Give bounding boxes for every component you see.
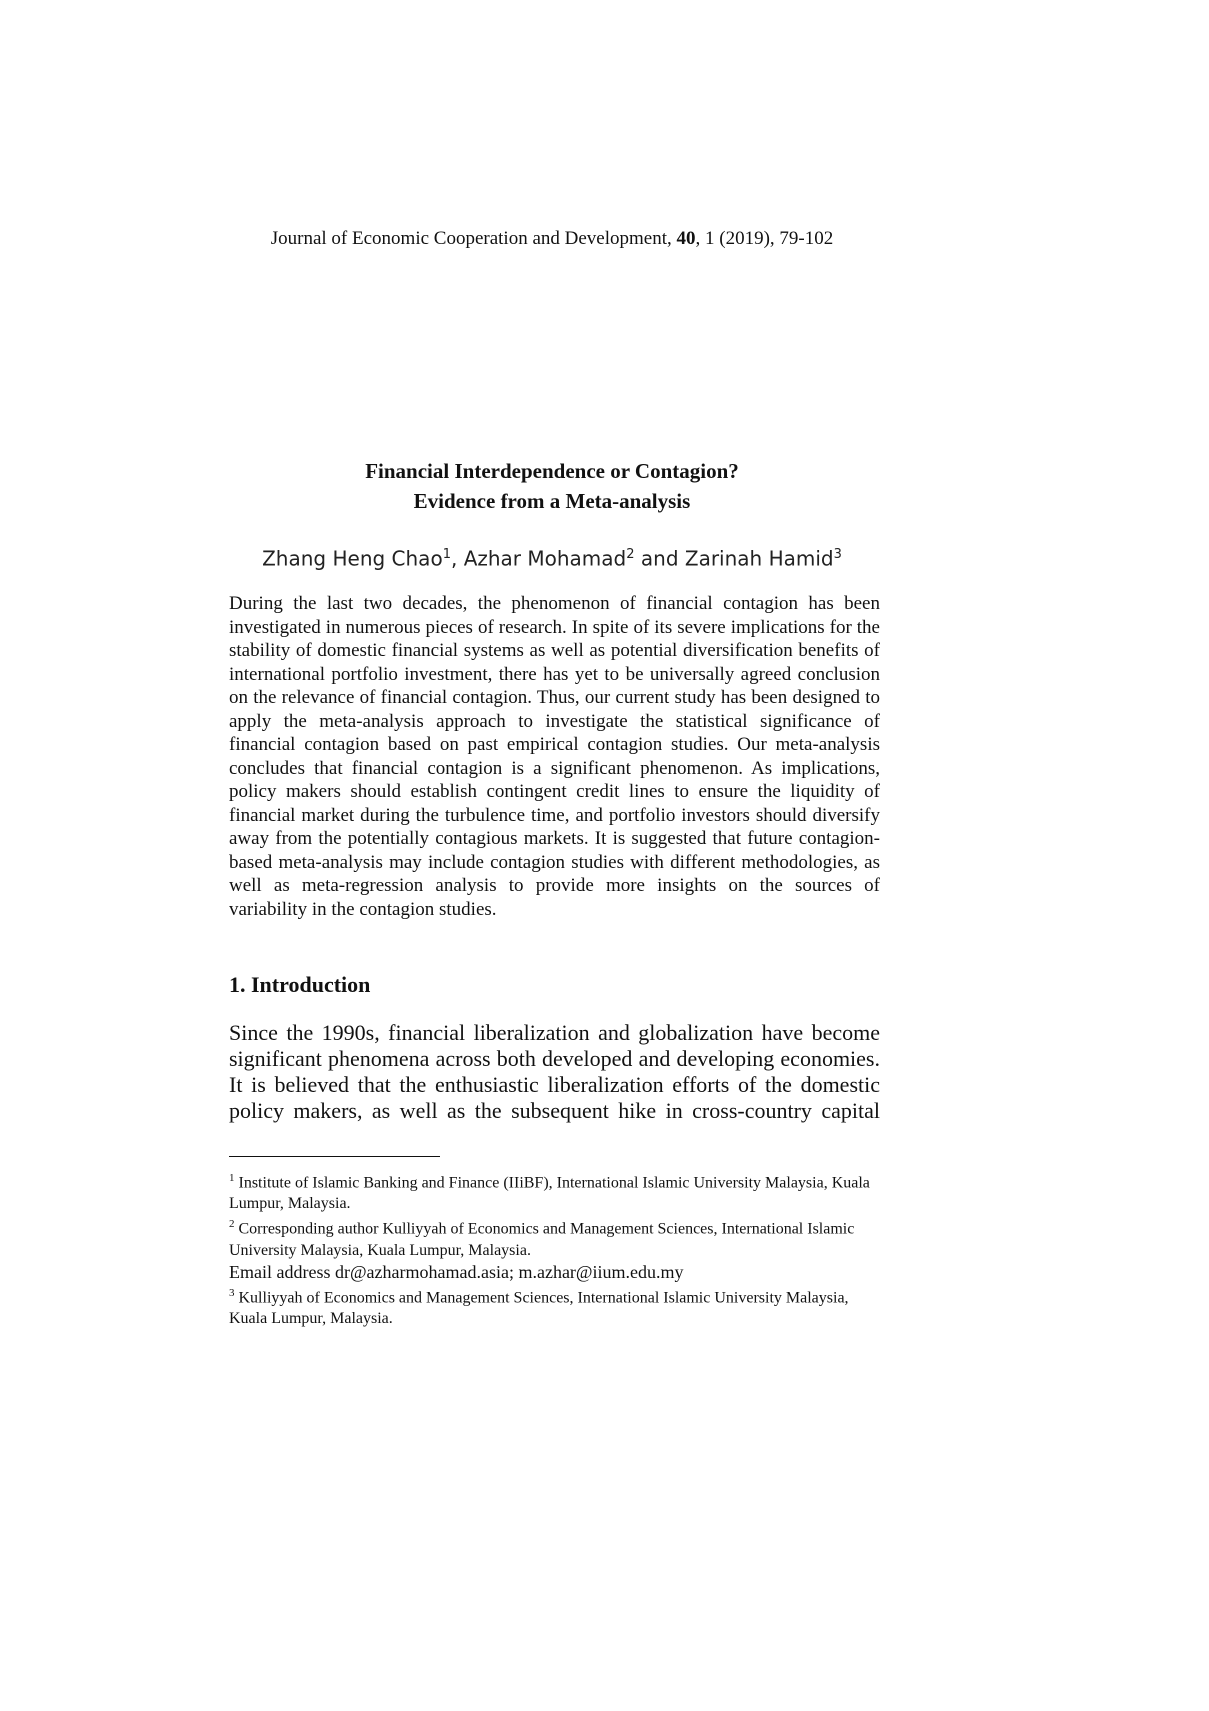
footnotes bbox=[229, 1168, 889, 1329]
paper-title-line-1: Financial Interdependence or Contagion? bbox=[365, 459, 739, 483]
author-separator: , bbox=[450, 546, 464, 571]
abstract: During the last two decades, the phenomenon of financial contagion has been investigated in numerous pieces of research. In spite of its severe implications for the stability of domestic financial systems as well as potential diversification benefits of international portfolio investment, there has yet to be universally agreed conclusion on the relevance of financial contagion. Thus, our current study has been designed to apply the meta-analysis approach to investigate the statistical significance of financial contagion based on past empirical contagion studies. Our meta-analysis concludes that financial contagion is a significant phenomenon. As implications, policy makers should establish contingent credit lines to ensure the liquidity of financial market during the turbulence time, and portfolio investors should diversify away from the potentially contagious markets. It is suggested that future contagion-based meta-analysis may include contagion studies with different methodologies, as well as meta-regression analysis to provide more insights on the sources of variability in the contagion studies. bbox=[229, 593, 880, 920]
journal-suffix: , 1 (2019), 79-102 bbox=[695, 228, 834, 249]
section-heading: 1. Introduction bbox=[229, 972, 371, 997]
author-list bbox=[0, 541, 1104, 573]
author-affiliation-mark: 1 bbox=[442, 547, 451, 562]
footnote-mark: 2 bbox=[229, 1218, 235, 1231]
footnote-mark: 3 bbox=[229, 1286, 235, 1299]
paper-title-line-2: Evidence from a Meta-analysis bbox=[413, 489, 691, 513]
footnote-1 bbox=[229, 1168, 889, 1214]
footnote-text: Institute of Islamic Banking and Finance (IIiBF), International Islamic University Malaysia, Kuala Lumpur, Malaysia. bbox=[229, 1174, 870, 1213]
footnote-divider bbox=[229, 1156, 440, 1157]
footnote-3 bbox=[229, 1283, 889, 1329]
journal-volume: 40 bbox=[676, 228, 696, 249]
section-body: Since the 1990s, financial liberalization and globalization have become significant phenomena across both developed and developing economies. It is believed that the enthusiastic liberalization efforts of the domestic policy makers, as well as the subsequent hike in cross-country capital bbox=[229, 1020, 880, 1123]
author-affiliation-mark: 2 bbox=[626, 547, 635, 562]
footnote-email: Email address dr@azharmohamad.asia; m.azhar@iium.edu.my bbox=[229, 1261, 684, 1282]
author-separator: and bbox=[634, 546, 685, 571]
author-name: Zarinah Hamid bbox=[684, 546, 834, 571]
footnote-text: Corresponding author Kulliyyah of Economics and Management Sciences, International Islamic University Malaysia, Kuala Lumpur, Malaysia. bbox=[229, 1220, 855, 1259]
journal-prefix: Journal of Economic Cooperation and Development, bbox=[270, 228, 677, 249]
footnote-mark: 1 bbox=[229, 1172, 235, 1184]
footnote-text: Kulliyyah of Economics and Management Sciences, International Islamic University Malaysia, Kuala Lumpur, Malaysia. bbox=[229, 1288, 849, 1327]
author-name: Azhar Mohamad bbox=[463, 546, 627, 571]
author-affiliation-mark: 3 bbox=[833, 547, 842, 562]
footnote-2 bbox=[229, 1214, 889, 1260]
paper-title bbox=[0, 456, 1104, 516]
journal-citation bbox=[0, 227, 1104, 251]
author-name: Zhang Heng Chao bbox=[262, 546, 443, 571]
